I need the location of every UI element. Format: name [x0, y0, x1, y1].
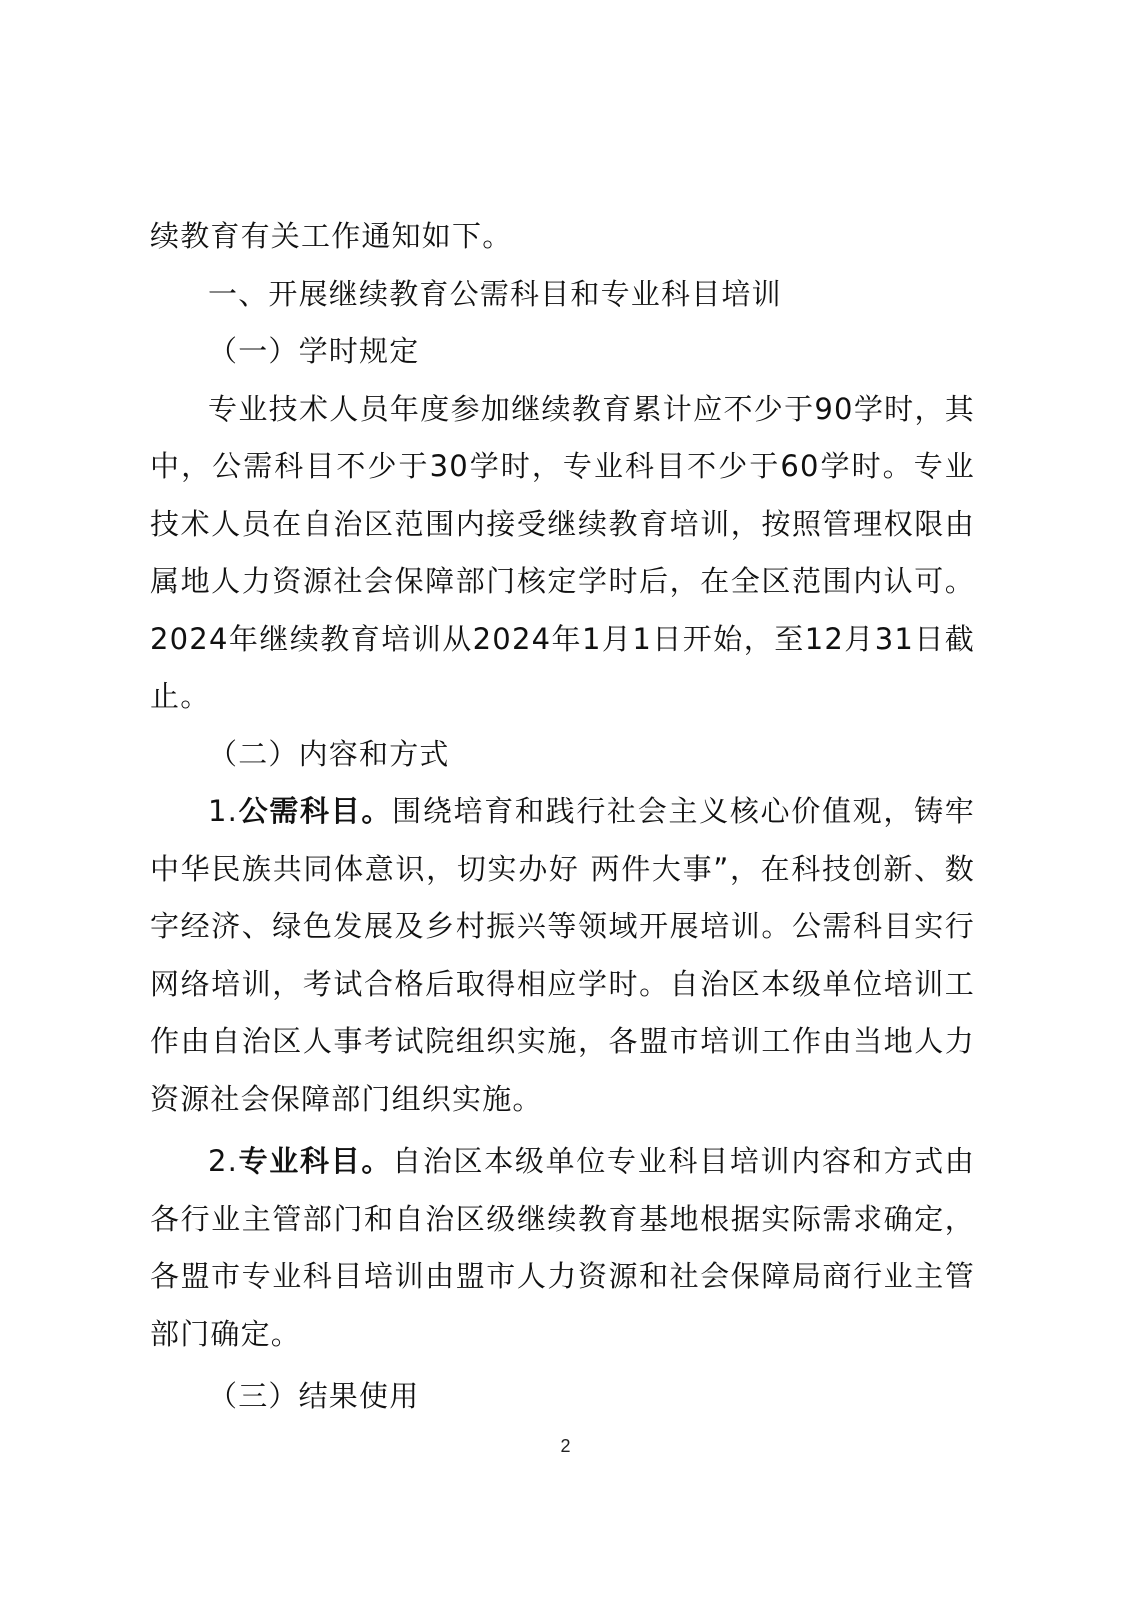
paragraph-public-subjects [150, 783, 975, 1128]
item-number: 1. [208, 794, 239, 828]
item-text: 围绕培育和践行社会主义核心价值观，铸牢中华民族共同体意识，切实办好 两件大事”，在科技创新、数字经济、绿色发展及乡村振兴等领域开展培训。公需科目实行网络培训，考试合格后取得相应学时。自治区本级单位培训工作由自治区人事考试院组织实施，各盟市培训工作由当地人力资源社会保障部门组织实施。 [150, 794, 975, 1116]
subsection-heading-1: （一）学时规定 [208, 334, 420, 368]
subsection-heading-2: （二）内容和方式 [208, 736, 450, 771]
document-body [150, 208, 975, 1426]
paragraph-continuation: 续教育有关工作通知如下。 [150, 219, 513, 253]
paragraph-study-hours: 专业技术人员年度参加继续教育累计应不少于90学时，其中，公需科目不少于30学时，专业科目不少于60学时。专业技术人员在自治区范围内接受继续教育培训，按照管理权限由属地人力资源社会保障部门核定学时后，在全区范围内认可。2024年继续教育培训从2024年1月1日开始，至12月31日截止。 [150, 391, 975, 713]
item-number: 2. [208, 1144, 239, 1178]
subsection-heading-3: （三）结果使用 [208, 1379, 420, 1413]
page-number: 2 [560, 1436, 571, 1456]
item-title: 专业科目。 [238, 1144, 393, 1178]
item-text: 自治区本级单位专业科目培训内容和方式由各行业主管部门和自治区级继续教育基地根据实际需求确定，各盟市专业科目培训由盟市人力资源和社会保障局商行业主管部门确定。 [150, 1144, 975, 1351]
paragraph-professional-subjects [150, 1133, 975, 1363]
section-heading-1: 一、开展继续教育公需科目和专业科目培训 [208, 276, 782, 311]
item-title: 公需科目。 [238, 794, 393, 828]
